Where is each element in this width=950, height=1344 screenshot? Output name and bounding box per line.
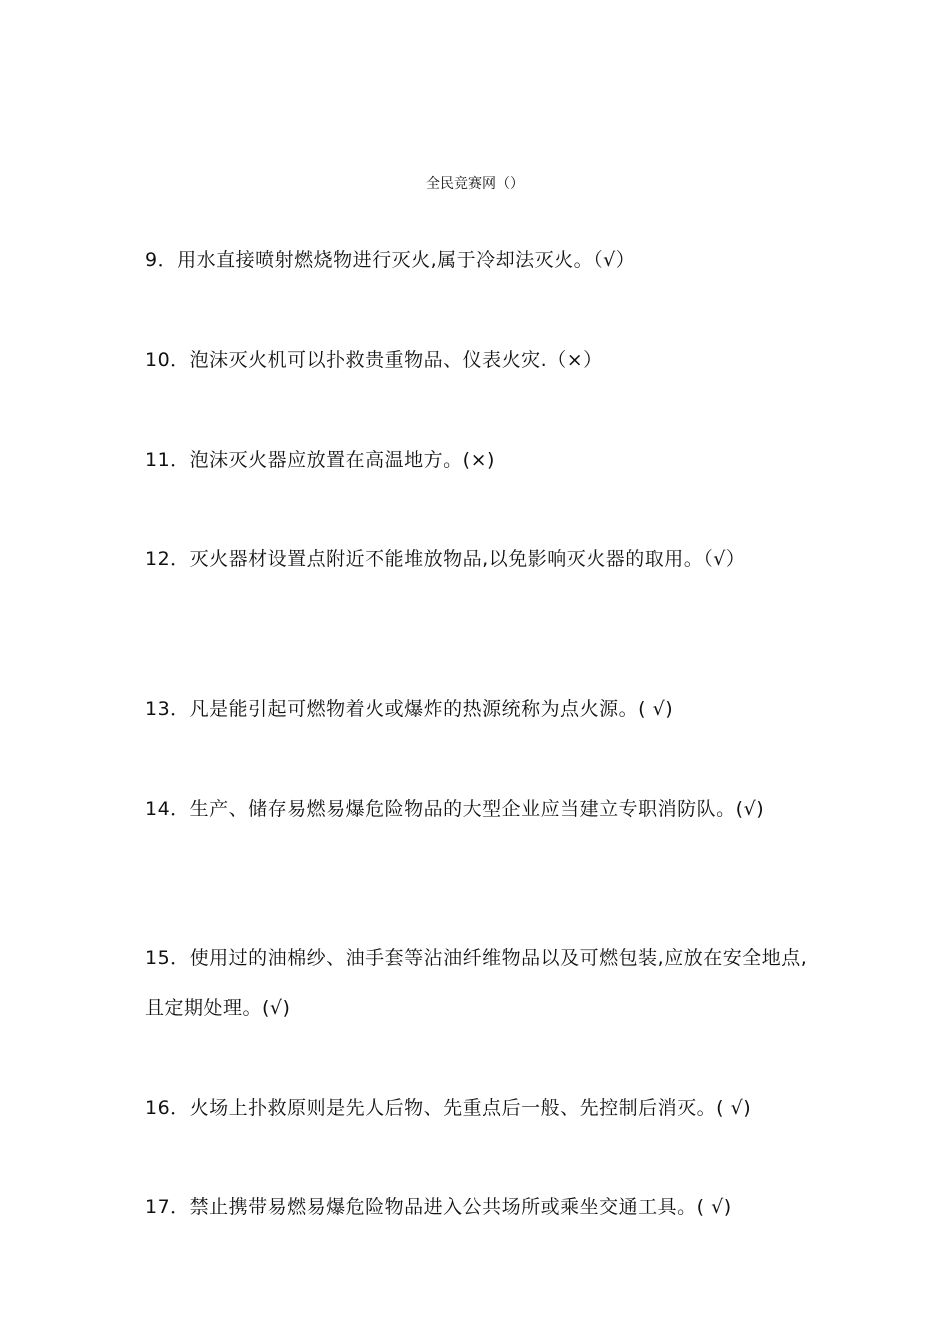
question-13: 13．凡是能引起可燃物着火或爆炸的热源统称为点火源。( √) bbox=[145, 698, 674, 720]
question-12: 12．灭火器材设置点附近不能堆放物品,以免影响灭火器的取用。（√） bbox=[145, 548, 746, 570]
question-14: 14．生产、储存易燃易爆危险物品的大型企业应当建立专职消防队。(√) bbox=[145, 798, 765, 820]
page-header: 全民竞赛网（） bbox=[426, 176, 524, 192]
question-17: 17．禁止携带易燃易爆危险物品进入公共场所或乘坐交通工具。( √) bbox=[145, 1196, 732, 1218]
question-15: 15．使用过的油棉纱、油手套等沾油纤维物品以及可燃包装,应放在安全地点,且定期处理。(√) bbox=[145, 947, 808, 1019]
question-11: 11．泡沫灭火器应放置在高温地方。(×) bbox=[145, 449, 495, 471]
question-16: 16．火场上扑救原则是先人后物、先重点后一般、先控制后消灭。( √) bbox=[145, 1097, 752, 1119]
question-9: 9．用水直接喷射燃烧物进行灭火,属于冷却法灭火。（√） bbox=[145, 249, 636, 271]
question-10: 10．泡沫灭火机可以扑救贵重物品、仪表火灾.（×） bbox=[145, 349, 603, 371]
